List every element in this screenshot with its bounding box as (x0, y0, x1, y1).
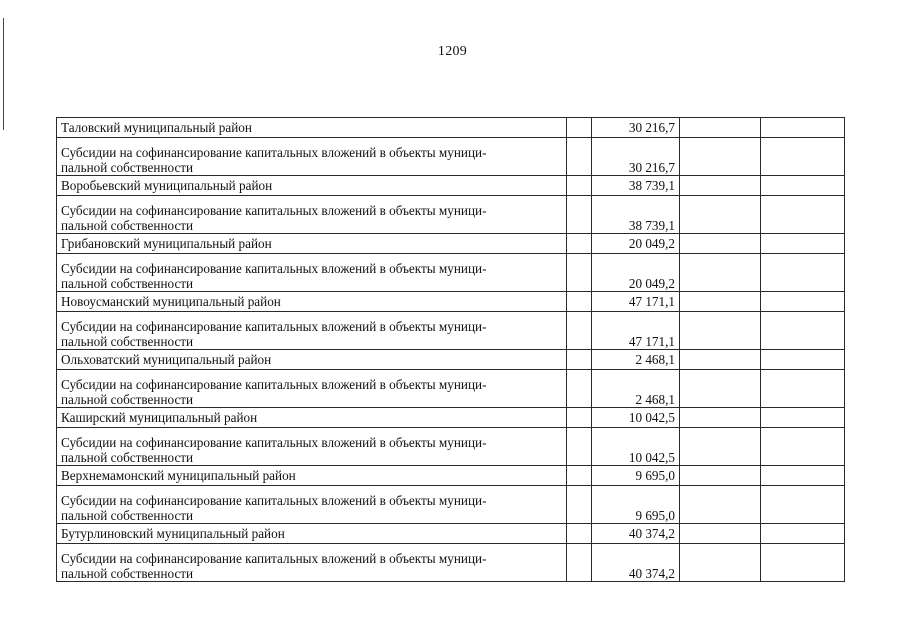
row-amount: 47 171,1 (592, 292, 680, 312)
budget-table (56, 117, 845, 582)
empty-cell (680, 466, 761, 486)
empty-cell (567, 486, 592, 524)
empty-cell (680, 428, 761, 466)
table-row (57, 118, 845, 138)
table-row (57, 350, 845, 370)
row-amount: 40 374,2 (592, 544, 680, 582)
table-row (57, 196, 845, 234)
empty-cell (761, 544, 845, 582)
row-amount: 30 216,7 (592, 138, 680, 176)
empty-cell (680, 254, 761, 292)
row-name: Субсидии на софинансирование капитальных вложений в объекты муници-пальной собственности (57, 254, 567, 292)
empty-cell (567, 118, 592, 138)
empty-cell (567, 254, 592, 292)
empty-cell (680, 176, 761, 196)
empty-cell (680, 544, 761, 582)
table-row (57, 524, 845, 544)
empty-cell (761, 486, 845, 524)
empty-cell (567, 466, 592, 486)
empty-cell (567, 312, 592, 350)
table-row (57, 428, 845, 466)
empty-cell (680, 292, 761, 312)
empty-cell (680, 312, 761, 350)
row-amount: 20 049,2 (592, 254, 680, 292)
empty-cell (680, 370, 761, 408)
empty-cell (761, 312, 845, 350)
row-name: Грибановский муниципальный район (57, 234, 567, 254)
row-name: Субсидии на софинансирование капитальных вложений в объекты муници-пальной собственности (57, 428, 567, 466)
empty-cell (567, 428, 592, 466)
budget-table-body (57, 118, 845, 582)
table-row (57, 544, 845, 582)
row-amount: 40 374,2 (592, 524, 680, 544)
empty-cell (680, 196, 761, 234)
table-row (57, 234, 845, 254)
table-row (57, 408, 845, 428)
table-row (57, 466, 845, 486)
table-row (57, 486, 845, 524)
row-name: Каширский муниципальный район (57, 408, 567, 428)
empty-cell (567, 292, 592, 312)
empty-cell (761, 234, 845, 254)
table-row (57, 370, 845, 408)
row-amount: 20 049,2 (592, 234, 680, 254)
empty-cell (761, 176, 845, 196)
empty-cell (761, 196, 845, 234)
row-name: Новоусманский муниципальный район (57, 292, 567, 312)
empty-cell (567, 234, 592, 254)
row-amount: 30 216,7 (592, 118, 680, 138)
row-amount: 38 739,1 (592, 196, 680, 234)
empty-cell (567, 138, 592, 176)
empty-cell (680, 138, 761, 176)
row-name: Ольховатский муниципальный район (57, 350, 567, 370)
row-name: Субсидии на софинансирование капитальных вложений в объекты муници-пальной собственности (57, 370, 567, 408)
row-amount: 38 739,1 (592, 176, 680, 196)
empty-cell (567, 176, 592, 196)
empty-cell (761, 466, 845, 486)
empty-cell (761, 350, 845, 370)
row-name: Верхнемамонский муниципальный район (57, 466, 567, 486)
empty-cell (761, 408, 845, 428)
row-name: Таловский муниципальный район (57, 118, 567, 138)
row-name: Воробьевский муниципальный район (57, 176, 567, 196)
empty-cell (761, 428, 845, 466)
row-amount: 9 695,0 (592, 486, 680, 524)
empty-cell (761, 118, 845, 138)
table-row (57, 138, 845, 176)
row-name: Субсидии на софинансирование капитальных вложений в объекты муници-пальной собственности (57, 138, 567, 176)
row-amount: 10 042,5 (592, 408, 680, 428)
row-amount: 10 042,5 (592, 428, 680, 466)
page-number: 1209 (437, 44, 468, 59)
empty-cell (567, 350, 592, 370)
row-name: Субсидии на софинансирование капитальных вложений в объекты муници-пальной собственности (57, 486, 567, 524)
empty-cell (567, 370, 592, 408)
empty-cell (761, 292, 845, 312)
empty-cell (680, 118, 761, 138)
table-row (57, 176, 845, 196)
row-name: Субсидии на софинансирование капитальных вложений в объекты муници-пальной собственности (57, 312, 567, 350)
table-row (57, 254, 845, 292)
row-amount: 47 171,1 (592, 312, 680, 350)
margin-line (3, 18, 4, 130)
table-row (57, 312, 845, 350)
row-amount: 2 468,1 (592, 350, 680, 370)
empty-cell (567, 408, 592, 428)
empty-cell (567, 544, 592, 582)
empty-cell (680, 350, 761, 370)
empty-cell (761, 370, 845, 408)
empty-cell (761, 138, 845, 176)
empty-cell (567, 524, 592, 544)
empty-cell (680, 524, 761, 544)
empty-cell (761, 254, 845, 292)
row-name: Бутурлиновский муниципальный район (57, 524, 567, 544)
row-name: Субсидии на софинансирование капитальных вложений в объекты муници-пальной собственности (57, 544, 567, 582)
table-row (57, 292, 845, 312)
row-amount: 9 695,0 (592, 466, 680, 486)
empty-cell (761, 524, 845, 544)
empty-cell (680, 234, 761, 254)
empty-cell (567, 196, 592, 234)
empty-cell (680, 486, 761, 524)
row-name: Субсидии на софинансирование капитальных вложений в объекты муници-пальной собственности (57, 196, 567, 234)
empty-cell (680, 408, 761, 428)
row-amount: 2 468,1 (592, 370, 680, 408)
